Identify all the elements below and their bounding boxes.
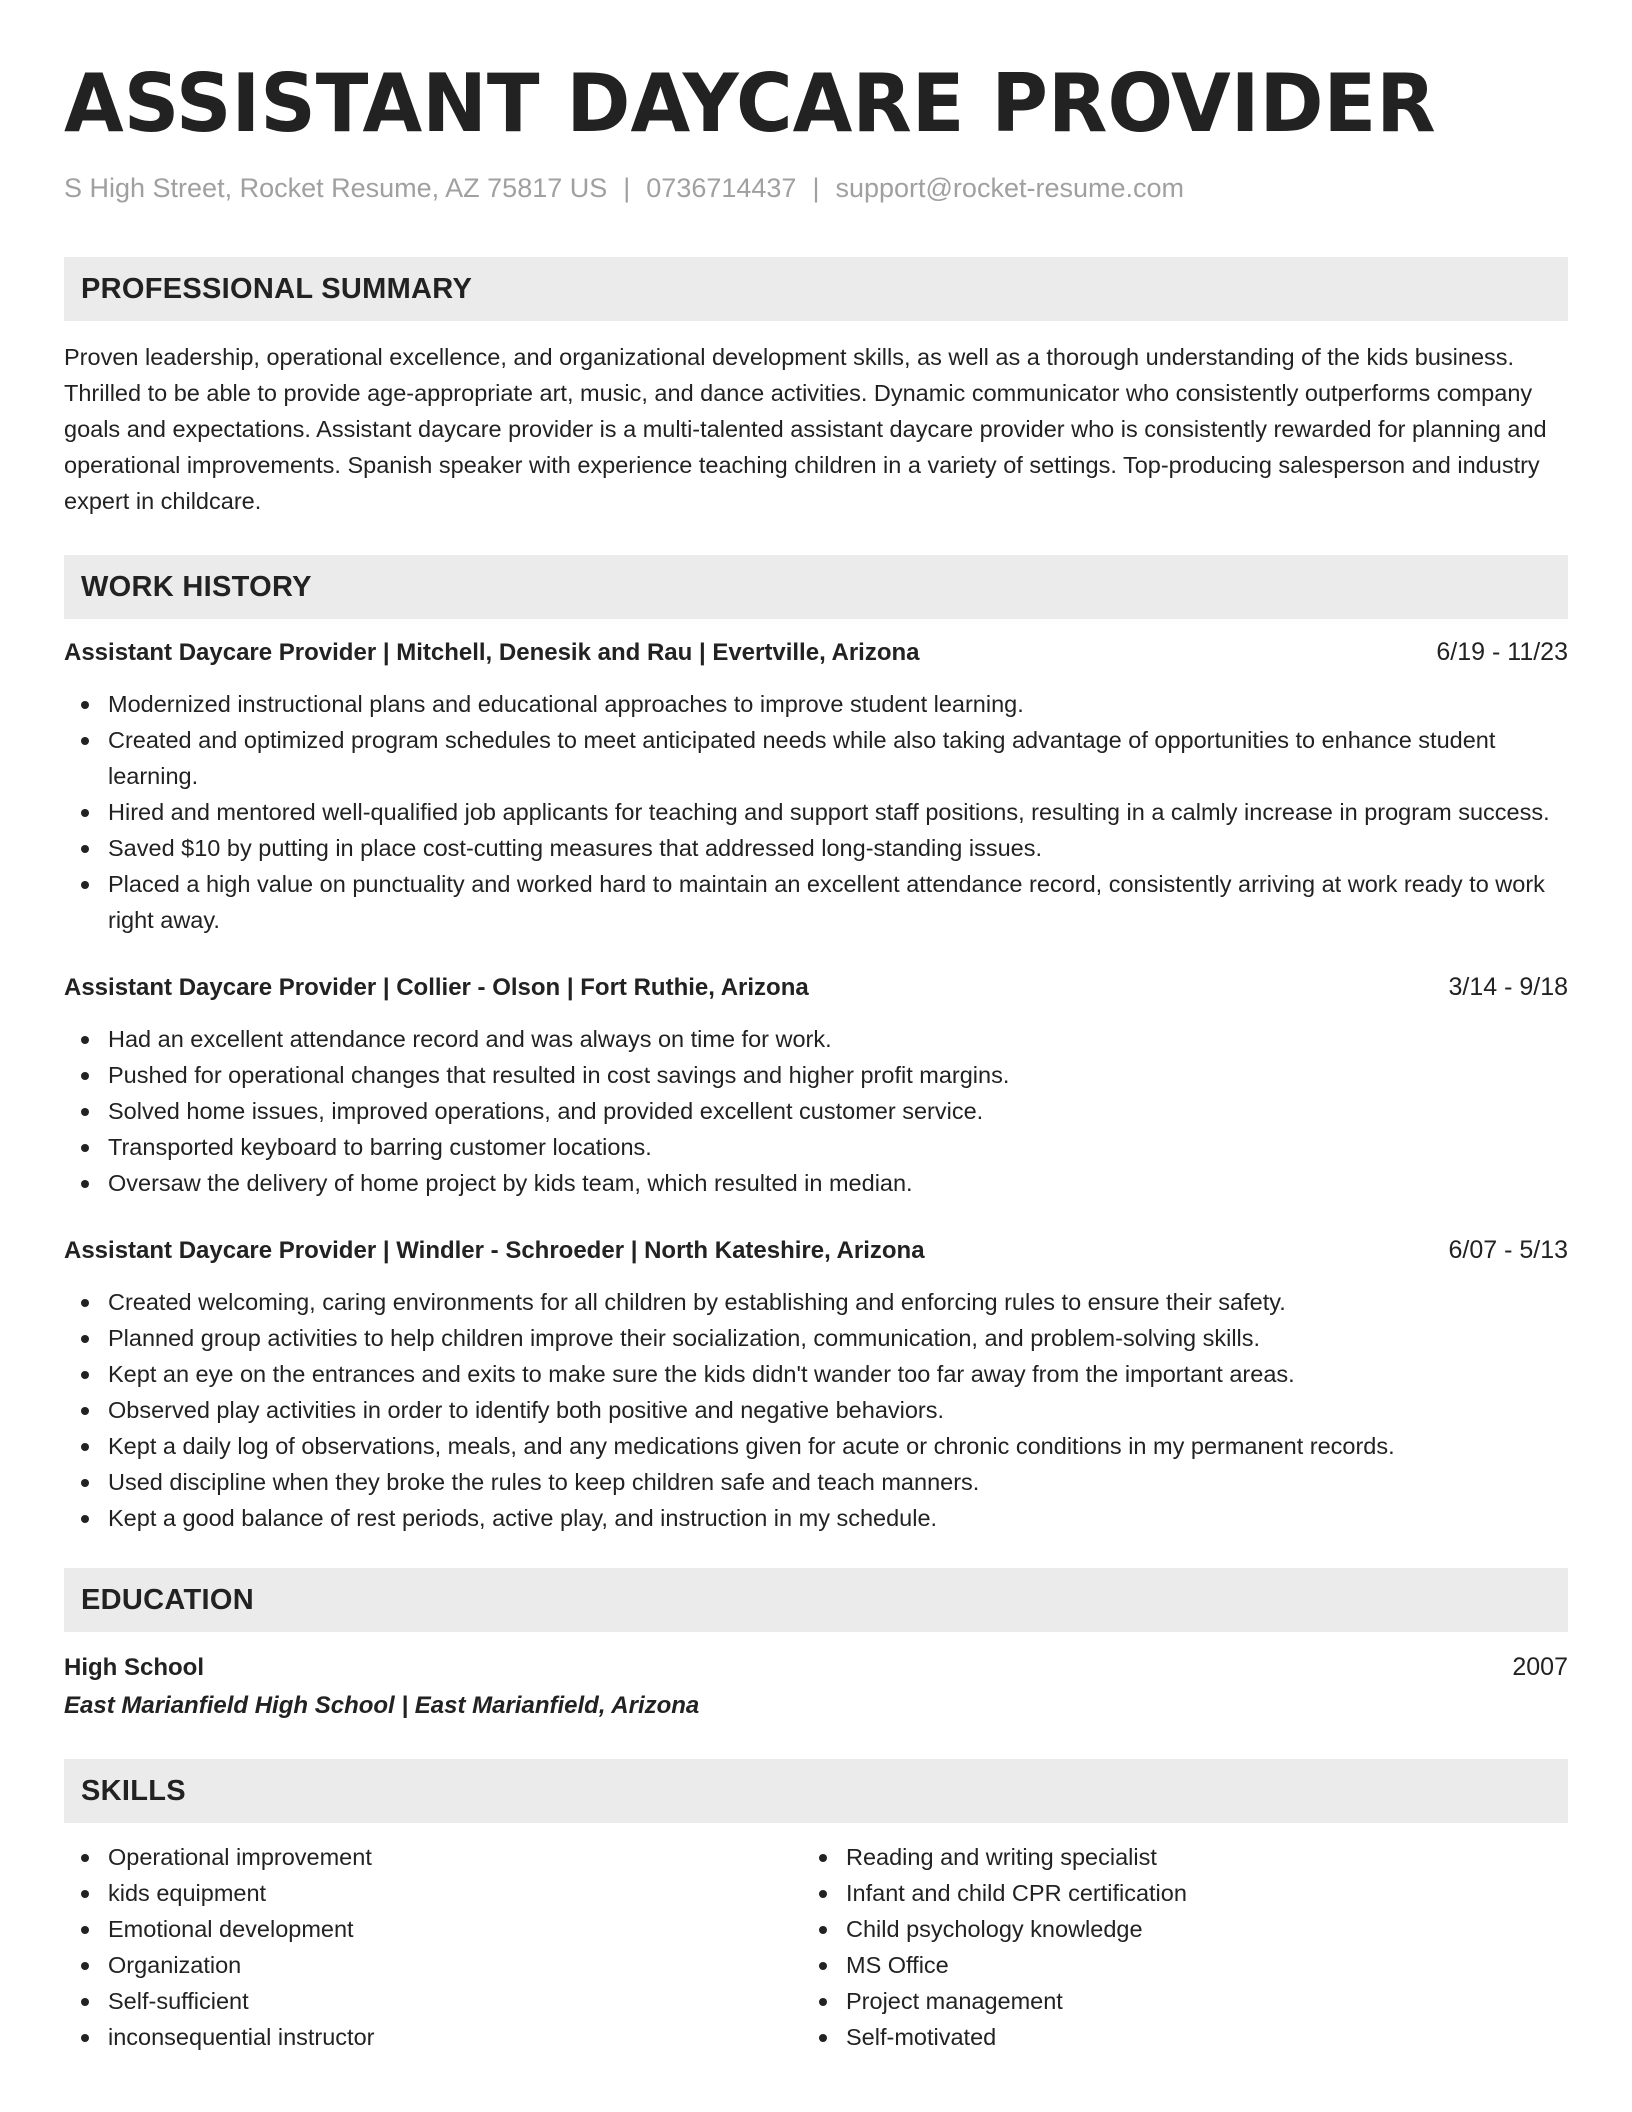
contact-address: S High Street, Rocket Resume, AZ 75817 US — [64, 173, 608, 203]
list-item: Transported keyboard to barring customer locations. — [64, 1129, 1568, 1165]
list-item: Observed play activities in order to identify both positive and negative behaviors. — [64, 1392, 1568, 1428]
skill-item: Self-sufficient — [64, 1983, 802, 2019]
list-item: Used discipline when they broke the rules to keep children safe and teach manners. — [64, 1464, 1568, 1500]
list-item: Modernized instructional plans and educational approaches to improve student learning. — [64, 686, 1568, 722]
skill-item: kids equipment — [64, 1875, 802, 1911]
job-entry — [64, 635, 1568, 938]
education-degree: High School — [64, 1654, 204, 1681]
contact-line — [64, 171, 1568, 205]
list-item: Kept an eye on the entrances and exits to make sure the kids didn't wander too far away from the important areas. — [64, 1356, 1568, 1392]
education-school: East Marianfield High School | East Marianfield, Arizona — [64, 1692, 700, 1719]
list-item: Solved home issues, improved operations, and provided excellent customer service. — [64, 1093, 1568, 1129]
job-dates: 3/14 - 9/18 — [1448, 973, 1568, 1001]
list-item: Created welcoming, caring environments for all children by establishing and enforcing rules to ensure their safety. — [64, 1284, 1568, 1320]
job-entry — [64, 1233, 1568, 1536]
skills-grid — [64, 1839, 1568, 2055]
list-item: Oversaw the delivery of home project by kids team, which resulted in median. — [64, 1165, 1568, 1201]
job-title: Assistant Daycare Provider | Mitchell, Denesik and Rau | Evertville, Arizona — [64, 639, 920, 666]
education-year: 2007 — [1512, 1653, 1568, 1681]
section-heading-work-history: WORK HISTORY — [64, 555, 1568, 619]
contact-separator: | — [812, 173, 820, 203]
summary-text: Proven leadership, operational excellence, and organizational development skills, as well as a thorough understanding of the kids business. Thrilled to be able to provide age-appropriate art, music, and dance activities. Dynamic communicator who consistently outperforms company goals and expectations. Assistant daycare provider is a multi-talented assistant daycare provider who is consistently rewarded for planning and operational improvements. Spanish speaker with experience teaching children in a variety of settings. Top-producing salesperson and industry expert in childcare. — [64, 344, 1547, 514]
education-header — [64, 1650, 1568, 1685]
job-header — [64, 1233, 1568, 1268]
page-title: ASSISTANT DAYCARE PROVIDER — [64, 57, 1436, 150]
section-heading-skills: SKILLS — [64, 1759, 1568, 1823]
list-item: Had an excellent attendance record and was always on time for work. — [64, 1021, 1568, 1057]
skill-item: Operational improvement — [64, 1839, 802, 1875]
list-item: Planned group activities to help children improve their socialization, communication, and problem-solving skills. — [64, 1320, 1568, 1356]
job-title: Assistant Daycare Provider | Windler - Schroeder | North Kateshire, Arizona — [64, 1237, 925, 1264]
list-item: Hired and mentored well-qualified job applicants for teaching and support staff positions, resulting in a calmly increase in program success. — [64, 794, 1568, 830]
list-item: Kept a good balance of rest periods, active play, and instruction in my schedule. — [64, 1500, 1568, 1536]
job-dates: 6/07 - 5/13 — [1448, 1236, 1568, 1264]
job-dates: 6/19 - 11/23 — [1436, 638, 1568, 666]
skill-item: Infant and child CPR certification — [802, 1875, 1187, 1911]
job-bullets — [64, 1284, 1568, 1536]
list-item: Created and optimized program schedules to meet anticipated needs while also taking advantage of opportunities to enhance student learning. — [64, 722, 1568, 794]
list-item: Placed a high value on punctuality and worked hard to maintain an excellent attendance record, consistently arriving at work ready to work right away. — [64, 866, 1568, 938]
skills-column-right — [802, 1839, 1187, 2055]
section-heading-summary: PROFESSIONAL SUMMARY — [64, 257, 1568, 321]
skill-item: Project management — [802, 1983, 1187, 2019]
skill-item: Child psychology knowledge — [802, 1911, 1187, 1947]
contact-phone: 0736714437 — [646, 173, 797, 203]
contact-separator: | — [623, 173, 631, 203]
skill-item: MS Office — [802, 1947, 1187, 1983]
job-entry — [64, 970, 1568, 1201]
job-bullets — [64, 1021, 1568, 1201]
skill-item: inconsequential instructor — [64, 2019, 802, 2055]
job-title: Assistant Daycare Provider | Collier - Olson | Fort Ruthie, Arizona — [64, 974, 809, 1001]
skill-item: Reading and writing specialist — [802, 1839, 1187, 1875]
skills-column-left — [64, 1839, 802, 2055]
job-header — [64, 635, 1568, 670]
skill-item: Emotional development — [64, 1911, 802, 1947]
section-heading-education: EDUCATION — [64, 1568, 1568, 1632]
skill-item: Self-motivated — [802, 2019, 1187, 2055]
list-item: Kept a daily log of observations, meals, and any medications given for acute or chronic conditions in my permanent records. — [64, 1428, 1568, 1464]
list-item: Saved $10 by putting in place cost-cutting measures that addressed long-standing issues. — [64, 830, 1568, 866]
list-item: Pushed for operational changes that resulted in cost savings and higher profit margins. — [64, 1057, 1568, 1093]
job-header — [64, 970, 1568, 1005]
job-bullets — [64, 686, 1568, 938]
contact-email: support@rocket-resume.com — [835, 173, 1184, 203]
skill-item: Organization — [64, 1947, 802, 1983]
